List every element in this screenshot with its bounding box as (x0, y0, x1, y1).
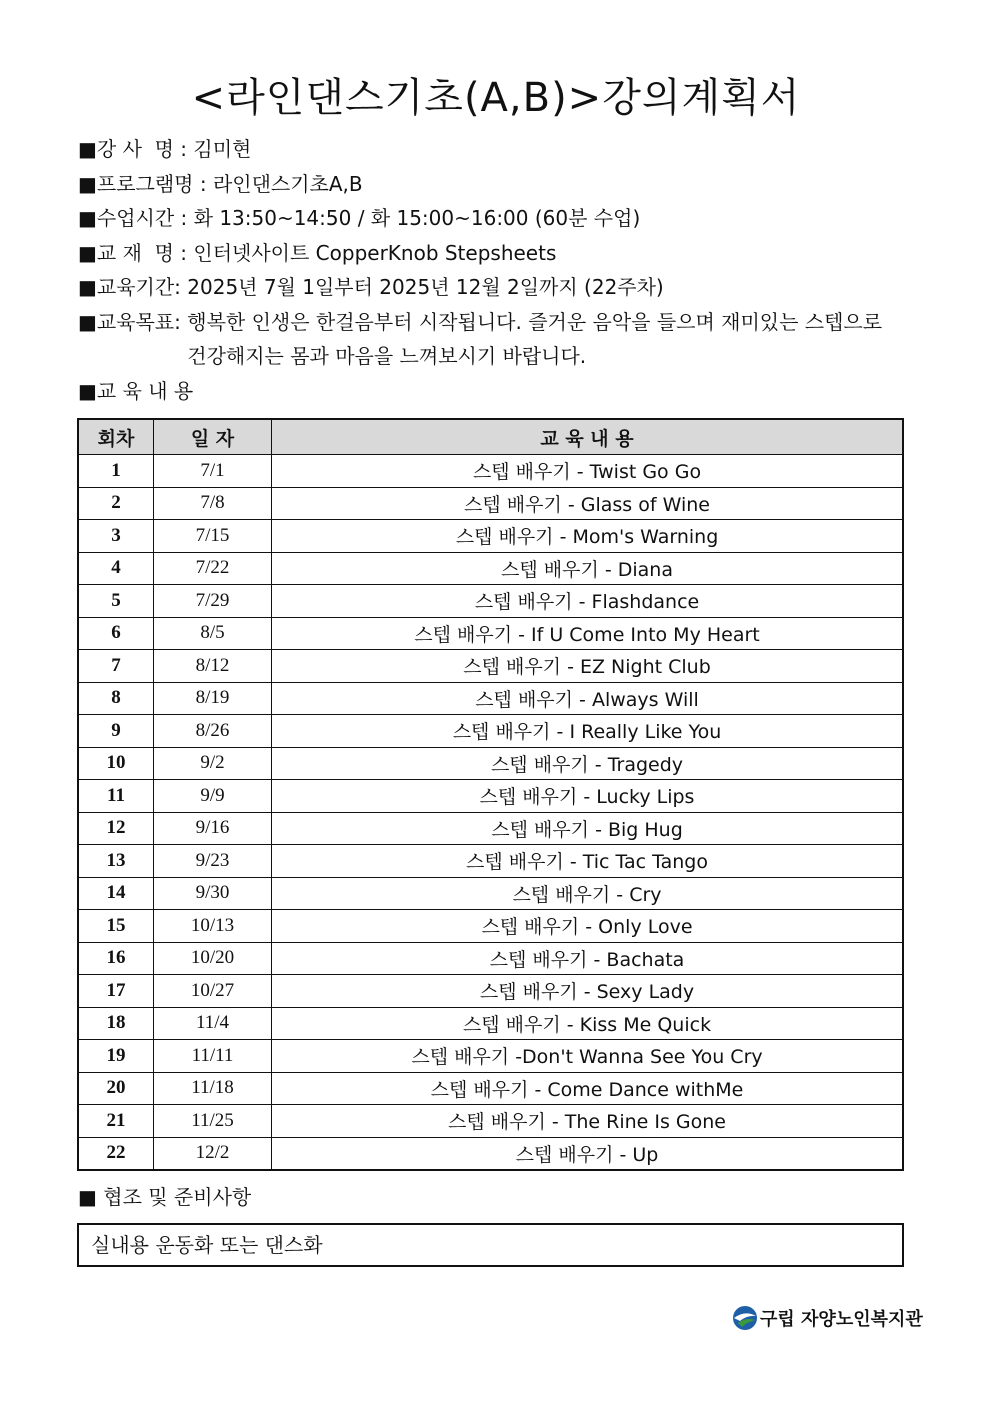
content-cell: 스텝 배우기 - Tic Tac Tango (272, 845, 904, 878)
info-section (78, 132, 938, 408)
content-cell: 스텝 배우기 - Only Love (272, 910, 904, 943)
table-row (78, 1137, 903, 1170)
content-cell: 스텝 배우기 - Always Will (272, 682, 904, 715)
content-cell: 스텝 배우기 - Lucky Lips (272, 780, 904, 813)
date-cell: 8/12 (154, 650, 272, 683)
table-row (78, 747, 903, 780)
session-number-cell: 7 (78, 650, 154, 683)
session-number-cell: 14 (78, 877, 154, 910)
content-section-heading: ■교 육 내 용 (78, 378, 194, 403)
prep-heading: ■ 협조 및 준비사항 (78, 1185, 252, 1209)
session-number-cell: 9 (78, 715, 154, 748)
session-number-cell: 16 (78, 942, 154, 975)
session-number-cell: 8 (78, 682, 154, 715)
instructor-row (78, 132, 938, 167)
footer-org-name: 구립 자양노인복지관 (760, 1309, 923, 1330)
program-row (78, 167, 938, 202)
class-time-value: 화 13:50~14:50 / 화 15:00~16:00 (60분 수업) (193, 206, 641, 230)
period-label: ■교육기간: (78, 275, 188, 299)
session-number-cell: 2 (78, 487, 154, 520)
table-row (78, 877, 903, 910)
period-row (78, 270, 938, 305)
textbook-row (78, 236, 938, 271)
content-cell: 스텝 배우기 - Sexy Lady (272, 975, 904, 1008)
session-number-cell: 3 (78, 520, 154, 553)
page-title: <라인댄스기초(A,B)>강의계획서 (191, 75, 801, 121)
date-cell: 9/23 (154, 845, 272, 878)
content-cell: 스텝 배우기 - Twist Go Go (272, 455, 904, 488)
org-logo-icon (732, 1305, 758, 1331)
content-cell: 스텝 배우기 - Up (272, 1137, 904, 1170)
session-number-cell: 10 (78, 747, 154, 780)
content-cell: 스텝 배우기 - Flashdance (272, 585, 904, 618)
date-cell: 8/26 (154, 715, 272, 748)
date-cell: 10/20 (154, 942, 272, 975)
content-cell: 스텝 배우기 - Cry (272, 877, 904, 910)
date-cell: 7/22 (154, 552, 272, 585)
date-cell: 12/2 (154, 1137, 272, 1170)
class-time-label: ■수업시간 : (78, 206, 194, 230)
content-cell: 스텝 배우기 - The Rine Is Gone (272, 1105, 904, 1138)
textbook-label: ■교 재 명 : (78, 240, 194, 265)
date-cell: 9/30 (154, 877, 272, 910)
table-row (78, 1105, 903, 1138)
date-cell: 11/4 (154, 1007, 272, 1040)
table-row (78, 552, 903, 585)
content-cell: 스텝 배우기 - Kiss Me Quick (272, 1007, 904, 1040)
date-cell: 7/1 (154, 455, 272, 488)
date-cell: 11/11 (154, 1040, 272, 1073)
table-row (78, 520, 903, 553)
table-row (78, 812, 903, 845)
goal-label: ■교육목표: (78, 309, 188, 334)
date-cell: 9/16 (154, 812, 272, 845)
session-number-cell: 13 (78, 845, 154, 878)
date-cell: 11/25 (154, 1105, 272, 1138)
content-cell: 스텝 배우기 - If U Come Into My Heart (272, 617, 904, 650)
table-row (78, 487, 903, 520)
date-cell: 7/8 (154, 487, 272, 520)
col-header-session: 회차 (78, 419, 154, 455)
table-row (78, 910, 903, 943)
instructor-label: ■강 사 명 : (78, 137, 194, 161)
table-row (78, 682, 903, 715)
session-number-cell: 6 (78, 617, 154, 650)
prep-box: 실내용 운동화 또는 댄스화 (77, 1223, 904, 1267)
textbook-value: 인터넷사이트 CopperKnob Stepsheets (193, 240, 557, 265)
period-value: 2025년 7월 1일부터 2025년 12월 2일까지 (22주차) (187, 275, 664, 299)
program-value: 라인댄스기초A,B (212, 171, 363, 196)
date-cell: 7/15 (154, 520, 272, 553)
table-row (78, 715, 903, 748)
content-cell: 스텝 배우기 - Big Hug (272, 812, 904, 845)
footer-org (732, 1305, 923, 1331)
content-cell: 스텝 배우기 - I Really Like You (272, 715, 904, 748)
session-number-cell: 17 (78, 975, 154, 1008)
content-cell: 스텝 배우기 - Tragedy (272, 747, 904, 780)
session-number-cell: 21 (78, 1105, 154, 1138)
date-cell: 10/13 (154, 910, 272, 943)
table-row (78, 1007, 903, 1040)
date-cell: 8/19 (154, 682, 272, 715)
session-number-cell: 1 (78, 455, 154, 488)
table-row (78, 942, 903, 975)
table-header-row (78, 419, 903, 455)
session-number-cell: 5 (78, 585, 154, 618)
session-number-cell: 18 (78, 1007, 154, 1040)
content-cell: 스텝 배우기 -Don't Wanna See You Cry (272, 1040, 904, 1073)
table-row (78, 585, 903, 618)
session-number-cell: 20 (78, 1072, 154, 1105)
content-cell: 스텝 배우기 - Come Dance withMe (272, 1072, 904, 1105)
content-cell: 스텝 배우기 - Glass of Wine (272, 487, 904, 520)
date-cell: 9/2 (154, 747, 272, 780)
date-cell: 8/5 (154, 617, 272, 650)
instructor-value: 김미현 (193, 137, 252, 161)
date-cell: 11/18 (154, 1072, 272, 1105)
content-cell: 스텝 배우기 - Bachata (272, 942, 904, 975)
date-cell: 7/29 (154, 585, 272, 618)
goal-value: 행복한 인생은 한걸음부터 시작됩니다. 즐거운 음악을 들으며 재미있는 스텝으로 건강해지는 몸과 마음을 느껴보시기 바랍니다. (187, 309, 889, 368)
content-cell: 스텝 배우기 - EZ Night Club (272, 650, 904, 683)
date-cell: 10/27 (154, 975, 272, 1008)
date-cell: 9/9 (154, 780, 272, 813)
table-row (78, 1040, 903, 1073)
session-number-cell: 12 (78, 812, 154, 845)
session-number-cell: 4 (78, 552, 154, 585)
session-number-cell: 19 (78, 1040, 154, 1073)
schedule-table (77, 418, 904, 1171)
program-label: ■프로그램명 : (78, 171, 213, 196)
table-row (78, 845, 903, 878)
col-header-date: 일 자 (154, 419, 272, 455)
session-number-cell: 15 (78, 910, 154, 943)
session-number-cell: 22 (78, 1137, 154, 1170)
goal-row (78, 305, 938, 374)
class-time-row (78, 201, 938, 236)
table-row (78, 455, 903, 488)
session-number-cell: 11 (78, 780, 154, 813)
col-header-content: 교 육 내 용 (272, 419, 904, 455)
table-row (78, 975, 903, 1008)
table-row (78, 650, 903, 683)
content-cell: 스텝 배우기 - Diana (272, 552, 904, 585)
content-cell: 스텝 배우기 - Mom's Warning (272, 520, 904, 553)
table-row (78, 617, 903, 650)
table-row (78, 1072, 903, 1105)
table-row (78, 780, 903, 813)
